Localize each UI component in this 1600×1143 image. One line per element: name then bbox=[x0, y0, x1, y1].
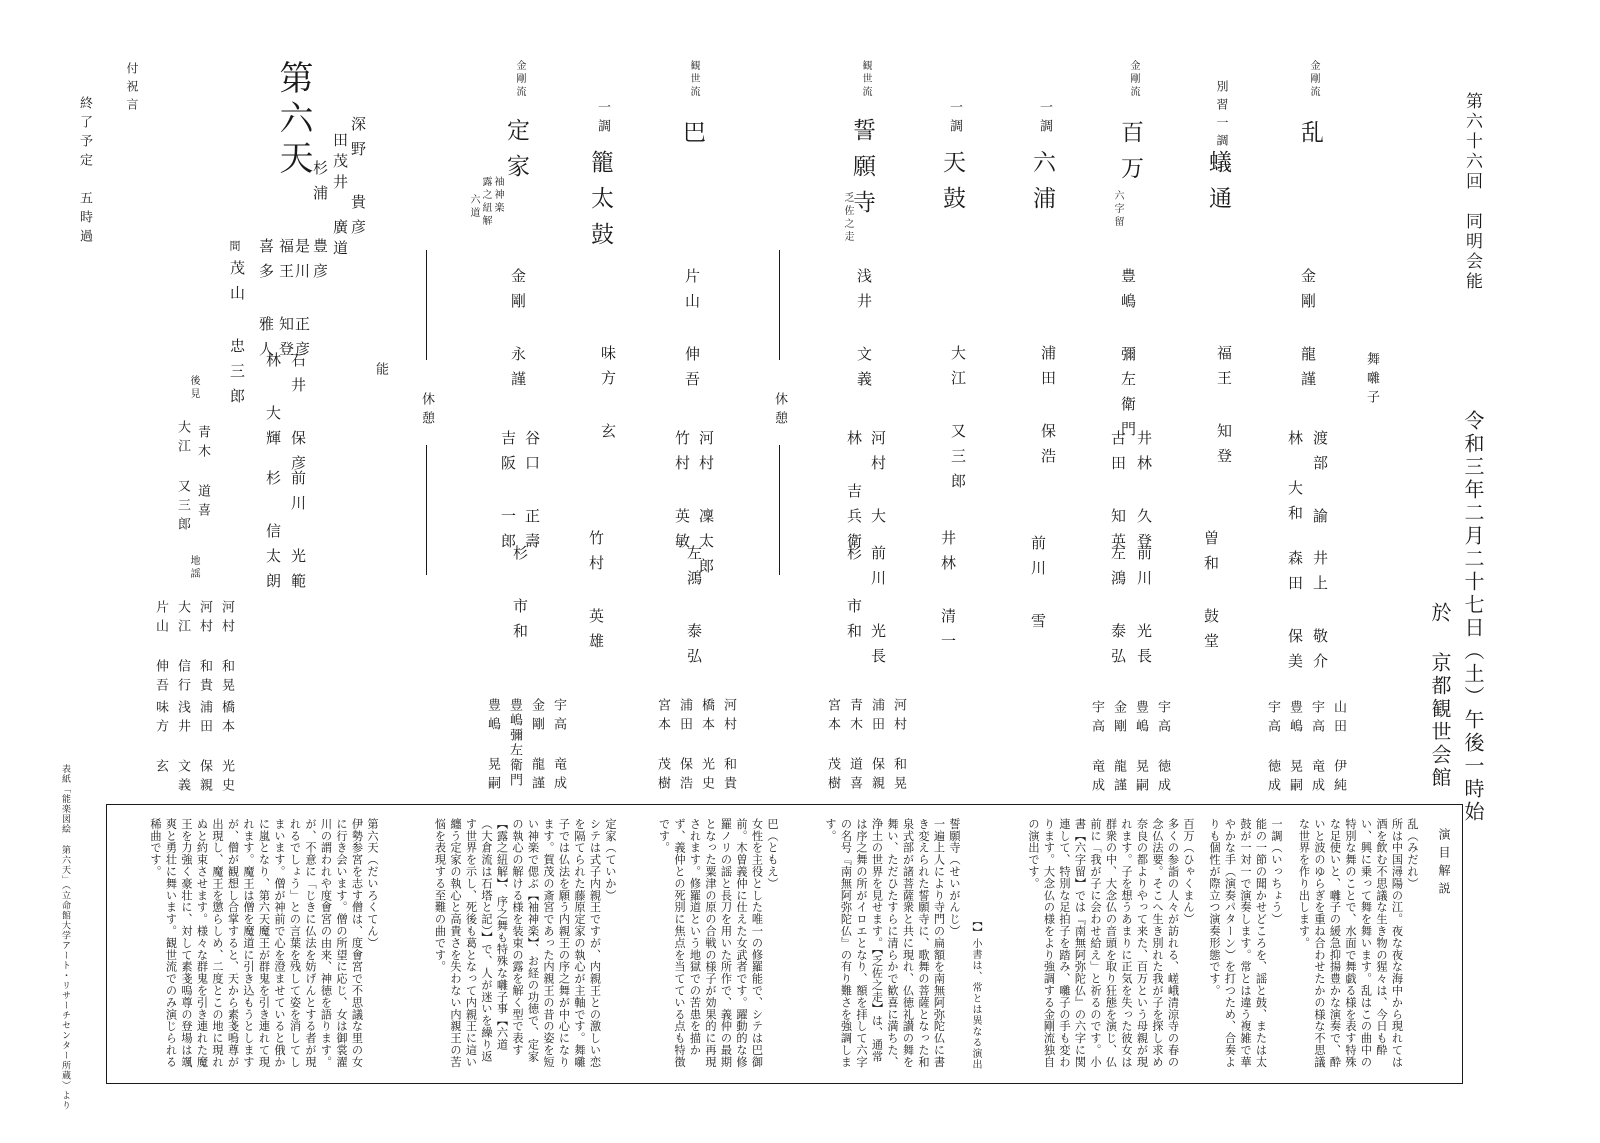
dairokuten-ai-label: 間 bbox=[228, 240, 241, 257]
seiganji-kogaki: 乏佐之走 bbox=[842, 192, 853, 244]
note-ichicho-heading: 一調（いっちょう） bbox=[1270, 818, 1283, 926]
midare-jiutai-4: 宇高 徳成 bbox=[1265, 700, 1280, 797]
teika-jiutai-2: 金剛 龍謹 bbox=[529, 698, 544, 795]
teika-jiutai-3: 豊嶋彌左衛門 bbox=[507, 698, 522, 788]
midare-jiutai-3: 豊嶋 晃嗣 bbox=[1287, 700, 1302, 797]
dairokuten-waki-5: 喜多 雅人 bbox=[257, 238, 275, 366]
midare-jiutai-1: 山田 伊純 bbox=[1331, 700, 1346, 797]
dairokuten-jiutai-7: 浅井 文義 bbox=[175, 700, 190, 797]
event-number bbox=[1463, 92, 1480, 292]
dairokuten-kotsuzumi: 石井 保彦 bbox=[289, 352, 307, 480]
hyakuman-title: 百万 bbox=[1117, 120, 1143, 192]
seiganji-jiutai-1: 河村 和晃 bbox=[891, 698, 906, 795]
teika-kogaki-3: 六道 bbox=[468, 194, 479, 220]
tenko-taiko: 井林 清一 bbox=[939, 530, 957, 658]
note-seiganji-body: 一遍上人により寺門の扁額を南無阿弥陀仏に書き変えられた誓願寺に、歌舞の菩薩となった和泉式部が諸菩薩衆と共に現れ、仏徳礼讃の舞を舞い、ただひたすらに清らかで歓喜に満ちた、浄土の世界を見せます。【乏佐之走】は、通常は序之舞の所がイロエとなり、額を拝して六字の名号『南無阿弥陀仏』の有り難さを強調します。 bbox=[824, 818, 946, 1068]
midare-fue: 林 大和 bbox=[1286, 430, 1304, 530]
aridoshi-otsuzumi: 曽和 鼓堂 bbox=[1202, 530, 1220, 658]
seiganji-fue: 林 吉兵衛 bbox=[845, 430, 863, 558]
seiganji-jiutai-4: 宮本 茂樹 bbox=[825, 698, 840, 795]
rotaiko-title: 籠太鼓 bbox=[587, 150, 613, 258]
notes-heading: 演目解説 bbox=[1437, 828, 1451, 900]
hyakuman-jiutai-3: 金剛 龍謹 bbox=[1111, 700, 1126, 797]
dairokuten-jiutai-8: 味方 玄 bbox=[153, 700, 168, 778]
seiganji-title: 誓願寺 bbox=[849, 118, 875, 226]
intermission-rule-upper bbox=[779, 250, 780, 360]
dairokuten-jiutai-6: 浦田 保親 bbox=[197, 700, 212, 797]
tomoe-title: 巴 bbox=[679, 120, 705, 156]
midare-school: 金剛流 bbox=[1308, 60, 1319, 99]
teika-title: 定家 bbox=[503, 118, 529, 190]
note-seiganji bbox=[806, 818, 962, 1068]
dairokuten-waki-4: 福王 知登 bbox=[277, 238, 295, 366]
rotaiko-taiko: 竹村 英雄 bbox=[587, 530, 605, 658]
dairokuten-waki-3: 是川 正彦 bbox=[293, 238, 311, 366]
hyakuman-fue: 古田 知英 bbox=[1109, 430, 1127, 558]
mutsura-prefix: 一調 bbox=[1037, 100, 1052, 138]
note-hyakuman bbox=[1006, 818, 1196, 1068]
note-kogaki: 【】小書は、常とは異なる演出 bbox=[970, 916, 981, 1070]
end-time: 終了予定 五時過 bbox=[77, 96, 92, 248]
tenko-prefix: 一調 bbox=[947, 100, 962, 138]
koken-label: 後見 bbox=[188, 375, 199, 401]
midare-otsuzumi: 森田 保美 bbox=[1286, 550, 1304, 678]
note-teika-body: シテは式子内親王ですが、内親王との激しい恋を隔てられた藤原定家の執心が主軸です。舞囃子では仏法を願う内親王の序之舞が中心になります。賀茂の斎宮であった内親王の昔の姿を短い神楽で偲ぶ【袖神楽】、お経の功徳で、定家の執心の解ける様を装束の露を解く型で表す【露之紐解】、序之舞も特殊な囃子事【六道（大倉流は石塔と記）】で、人が迷いを繰り返す世界を示し、死後も葛となって内親王に這い纏う定家の執心と高貴さを失わない内親王の苦悩を表現する至難の曲です。 bbox=[433, 818, 602, 1068]
intermission-rule-lower bbox=[779, 445, 780, 575]
cover-credit: 表紙「能楽図絵 第六天」（立命館大学アート・リサーチセンター所蔵）より bbox=[60, 764, 70, 1111]
hyakuman-kotsuzumi: 井林 久登 bbox=[1135, 430, 1153, 558]
jiutai-label: 地謡 bbox=[188, 555, 199, 581]
note-teika-heading: 定家（ていか） bbox=[604, 818, 617, 902]
midare-title: 乱 bbox=[1297, 120, 1323, 156]
seiganji-shite: 浅井 文義 bbox=[855, 268, 873, 396]
noh-label: 能 bbox=[373, 362, 388, 381]
teika-jiutai-1: 宇高 竜成 bbox=[551, 698, 566, 795]
mutsura-shite: 浦田 保浩 bbox=[1039, 345, 1057, 473]
tomoe-jiutai-2: 橋本 光史 bbox=[699, 698, 714, 795]
shugen-label: 付祝言 bbox=[125, 62, 139, 116]
teika-jiutai-4: 豊嶋 晃嗣 bbox=[485, 698, 500, 795]
note-dairokuten-heading: 第六天（だいろくてん） bbox=[366, 818, 379, 949]
note-tomoe bbox=[636, 818, 780, 1068]
dairokuten-ai: 茂山 忠三郎 bbox=[228, 260, 246, 413]
note-teika bbox=[394, 818, 618, 1068]
seiganji-kotsuzumi: 河村 大 bbox=[869, 430, 887, 533]
tomoe-kotsuzumi: 河村 凜太郎 bbox=[697, 430, 715, 583]
hyakuman-otsuzumi: 左鴻 泰弘 bbox=[1109, 545, 1127, 673]
hyakuman-kogaki: 六字留 bbox=[1112, 190, 1123, 229]
note-midare-heading: 乱（みだれ） bbox=[1406, 818, 1419, 890]
dairokuten-jiutai-4: 片山 伸吾 bbox=[153, 600, 168, 697]
dairokuten-jiutai-5: 橋本 光史 bbox=[219, 700, 234, 797]
note-tomoe-body: 女性を主役とした唯一の修羅能で、シテは巴御前。木曽義仲に仕えた女武者です。躍動的な修羅ノリの謡と長刀を用いた所作で、義仲の最期となった粟津の原の合戦の様子が効果的に再現されます。修羅道という地獄での苦患を描かず、義仲との死別に焦点を当てている点も特徴です。 bbox=[657, 818, 764, 1068]
tomoe-school: 観世流 bbox=[688, 60, 699, 99]
dairokuten-taiko: 杉 信太朗 bbox=[264, 470, 282, 598]
seiganji-otsuzumi: 前川 光長 bbox=[869, 545, 887, 673]
aridoshi-title: 蟻通 bbox=[1205, 150, 1231, 222]
event-date: 令和三年二月二十七日（土）午後一時始 bbox=[1461, 410, 1485, 824]
teika-fue: 吉阪 一郎 bbox=[499, 430, 517, 558]
dairokuten-shite: 深野 貴彦 bbox=[349, 116, 367, 244]
event-venue: 於 京都観世会館 bbox=[1428, 602, 1452, 790]
intermission-2: 休憩 bbox=[419, 392, 434, 430]
note-seiganji-heading: 誓願寺（せいがんじ） bbox=[948, 818, 961, 937]
note-tomoe-heading: 巴（ともえ） bbox=[766, 818, 779, 890]
intermission-2-rule-lower bbox=[426, 445, 427, 575]
hyakuman-jiutai-2: 豊嶋 晃嗣 bbox=[1133, 700, 1148, 797]
midare-jiutai-2: 宇高 竜成 bbox=[1309, 700, 1324, 797]
hyakuman-school: 金剛流 bbox=[1128, 60, 1139, 99]
teika-shite: 金剛 永謹 bbox=[509, 268, 527, 396]
dairokuten-otsuzumi: 前川 光範 bbox=[289, 470, 307, 598]
teika-taiko: 杉 市和 bbox=[511, 545, 529, 648]
rotaiko-shite: 味方 玄 bbox=[599, 345, 617, 448]
note-hyakuman-body: 多くの参詣の人々が訪れる、嵯峨清涼寺の春の念仏法要。そこへ生き別れた我が子を探し求め奈良の都よりやって来た、百万という母親が現れます。子を想うあまりに正気を失った彼女は群衆の中、大念仏の音頭を取り狂態を演じ、仏前に「我が子に会わせ給え」と祈るのです。小書【六字留】では『南無阿弥陀仏』の六字に関連して、特別な足拍子を踏み、囃子の手も変わります。大念仏の様をより強調する金剛流独自の演出です。 bbox=[1027, 818, 1180, 1068]
dairokuten-jiutai-1: 河村 和晃 bbox=[219, 600, 234, 697]
tomoe-shite: 片山 伸吾 bbox=[683, 268, 701, 396]
aridoshi-shite: 福王 知登 bbox=[1215, 345, 1233, 473]
teika-kogaki-1: 袖神楽 bbox=[492, 176, 503, 215]
mutsura-otsuzumi: 前川 雪 bbox=[1029, 535, 1047, 638]
koken-2: 大江 又三郎 bbox=[175, 420, 190, 536]
tenko-shite: 大江 又三郎 bbox=[949, 345, 967, 498]
note-dairokuten bbox=[124, 818, 380, 1068]
teika-school: 金剛流 bbox=[514, 60, 525, 99]
hyakuman-taiko: 前川 光長 bbox=[1135, 545, 1153, 673]
dairokuten-waki-1: 田茂井 廣道 bbox=[331, 132, 349, 261]
intermission-1: 休憩 bbox=[772, 392, 787, 430]
hyakuman-jiutai-4: 宇高 竜成 bbox=[1089, 700, 1104, 797]
hyakuman-jiutai-1: 宇高 徳成 bbox=[1155, 700, 1170, 797]
seiganji-taiko: 杉 市和 bbox=[845, 545, 863, 648]
midare-taiko: 井上 敬介 bbox=[1311, 550, 1329, 678]
seiganji-school: 観世流 bbox=[860, 60, 871, 99]
seiganji-jiutai-3: 青木 道喜 bbox=[847, 698, 862, 795]
tomoe-jiutai-3: 浦田 保浩 bbox=[677, 698, 692, 795]
rotaiko-prefix: 一調 bbox=[595, 100, 610, 138]
dairokuten-jiutai-2: 河村 和貴 bbox=[197, 600, 212, 697]
dairokuten-title: 第六天 bbox=[273, 60, 313, 180]
dairokuten-waki-2: 杉浦 豊彦 bbox=[311, 160, 329, 288]
event-title: 第六十六回 同明会能 bbox=[1462, 92, 1482, 292]
note-ichicho-body: 能の一節の聞かせどころを、謡と鼓、または太鼓が一対一で演奏します。常とは違う複雑で華やかな手（演奏パターン）を打つため、合奏よりも個性が際立つ演奏形態です。 bbox=[1208, 818, 1268, 1068]
note-midare-body: 所は中国潯陽の江。夜な夜な海中から現れては酒を飲む不思議な生き物の猩々は、今日も酔い、興に乗って舞を舞います。乱はこの曲中の特別な舞のことで、水面で舞戯る様を表す特殊な足使いと、囃子の緩急抑揚豊かな演奏で、酔いと波のゆらぎを重ね合わせたかの様な不思議な世界を作り出します。 bbox=[1297, 818, 1404, 1068]
tomoe-jiutai-4: 宮本 茂樹 bbox=[655, 698, 670, 795]
tomoe-otsuzumi: 左鴻 泰弘 bbox=[685, 545, 703, 673]
mutsura-title: 六浦 bbox=[1029, 150, 1055, 222]
tomoe-fue: 竹村 英敏 bbox=[673, 430, 691, 558]
intermission-2-rule-upper bbox=[426, 250, 427, 360]
dairokuten-jiutai-3: 大江 信行 bbox=[175, 600, 190, 697]
seiganji-jiutai-2: 浦田 保親 bbox=[869, 698, 884, 795]
tomoe-jiutai-1: 河村 和貴 bbox=[721, 698, 736, 795]
note-midare bbox=[1296, 818, 1420, 1068]
tenko-title: 天鼓 bbox=[939, 150, 965, 222]
note-hyakuman-heading: 百万（ひゃくまん） bbox=[1182, 818, 1195, 926]
note-dairokuten-body: 伊勢参宮を志す僧は、度會宮で不思議な里の女に行き会います。僧の所望に応じ、女は御裳濯川の謂われや度會宮の由来、神徳を語ります。が、不意に「じきに仏法を妨げんとする者が現れるでしょう」との言葉を残して姿を消してしまいます。僧が神前で心を澄ませていると俄かに嵐となり、第六天魔王が群鬼を引き連れて現れます。魔王は僧を魔道に引き込もうとしますが、僧が観想し合掌すると、天から素戔嗚尊が出現し、魔王を懲らしめ、二度とこの地に現れぬと約束させます。様々な群鬼を引き連れた魔王を力強く豪壮に、対して素戔嗚尊の登場は颯爽と勇壮に舞います。観世流でのみ演じられる稀曲です。 bbox=[149, 818, 364, 1068]
aridoshi-note: 別習一調 bbox=[1215, 80, 1229, 152]
teika-kogaki-2: 露之紐解 bbox=[480, 176, 491, 228]
midare-kotsuzumi: 渡部 諭 bbox=[1311, 430, 1329, 533]
teika-kotsuzumi: 谷口 正壽 bbox=[523, 430, 541, 558]
hyakuman-shite: 豊嶋 彌左衛門 bbox=[1119, 268, 1137, 446]
note-ichicho bbox=[1208, 818, 1284, 1068]
dairokuten-fue: 林 大輝 bbox=[264, 352, 282, 455]
maibayashi-label: 舞囃子 bbox=[1364, 352, 1379, 409]
koken-1: 青木 道喜 bbox=[195, 425, 210, 522]
midare-shite: 金剛 龍謹 bbox=[1299, 268, 1317, 396]
